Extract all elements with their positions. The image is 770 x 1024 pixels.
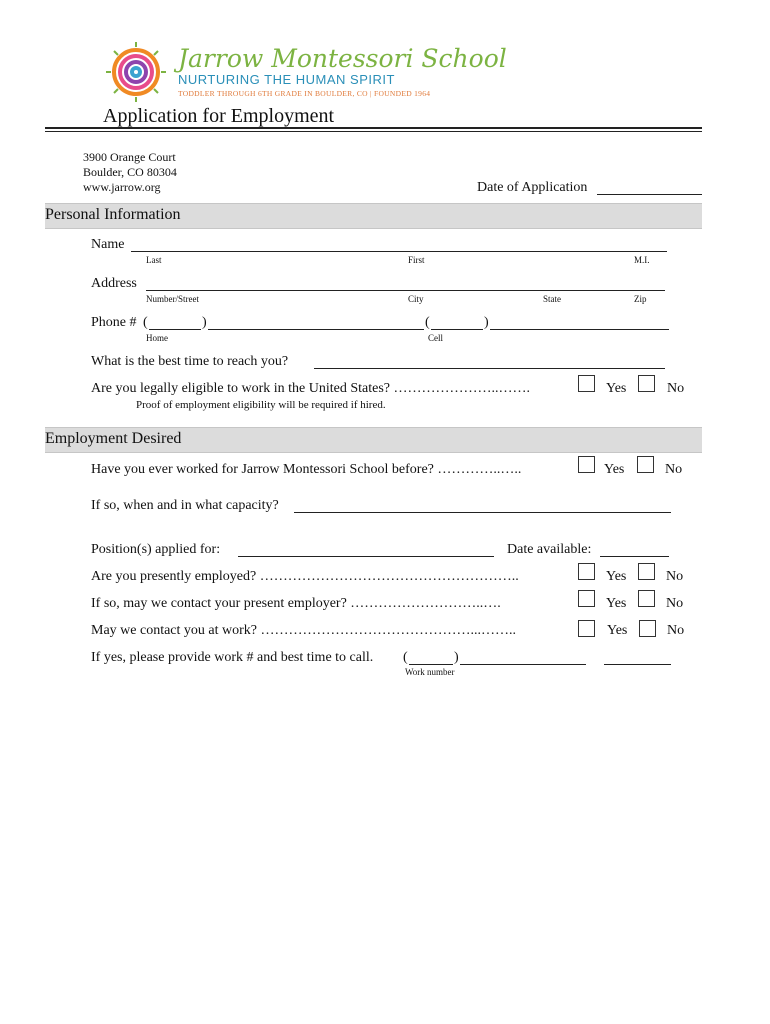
name-last-caption: Last (146, 255, 162, 265)
name-mi-caption: M.I. (634, 255, 650, 265)
contact-work-yes-checkbox[interactable] (578, 620, 595, 637)
worked-before-no-checkbox[interactable] (637, 456, 654, 473)
address-web: www.jarrow.org (83, 180, 161, 194)
name-label: Name (91, 237, 125, 252)
presently-employed-yes-checkbox[interactable] (578, 563, 595, 580)
phone-home-open-paren: ( (143, 315, 148, 330)
presently-employed-question: Are you presently employed? ……………………………………………….. (91, 569, 519, 584)
logo-school-name: Jarrow Montessori School (178, 44, 507, 73)
contact-employer-no-checkbox[interactable] (638, 590, 655, 607)
contact-employer-no-label: No (666, 596, 684, 611)
worked-before-question: Have you ever worked for Jarrow Montessori School before? …………..….. (91, 462, 522, 477)
phone-home-close-paren: ) (202, 315, 207, 330)
section-employment-title: Employment Desired (45, 430, 182, 447)
page-title: Application for Employment (103, 105, 335, 127)
presently-employed-yes-label: Yes (606, 569, 627, 584)
logo-subtitle: TODDLER THROUGH 6TH GRADE IN BOULDER, CO | FOUNDED 1964 (178, 89, 431, 98)
address-street-caption: Number/Street (146, 294, 199, 304)
contact-work-question: May we contact you at work? ………………………………………...…….. (91, 623, 516, 638)
work-best-time-field[interactable] (604, 664, 671, 665)
contact-employer-question: If so, may we contact your present employer? ………………………..…. (91, 596, 501, 611)
phone-label: Phone # (91, 315, 137, 330)
eligible-yes-label: Yes (606, 381, 627, 396)
contact-work-no-label: No (667, 623, 685, 638)
logo-tagline: NURTURING THE HUMAN SPIRIT (178, 72, 395, 87)
worked-before-no-label: No (665, 462, 683, 477)
work-number-area-field[interactable] (409, 664, 453, 665)
contact-work-yes-label: Yes (607, 623, 628, 638)
section-personal-title: Personal Information (45, 206, 181, 223)
contact-employer-yes-checkbox[interactable] (578, 590, 595, 607)
phone-cell-open-paren: ( (425, 315, 430, 330)
phone-home-area-field[interactable] (149, 329, 201, 330)
address-street: 3900 Orange Court (83, 150, 176, 164)
worked-before-yes-checkbox[interactable] (578, 456, 595, 473)
when-capacity-field[interactable] (294, 512, 671, 513)
eligible-no-label: No (667, 381, 685, 396)
work-number-prompt: If yes, please provide work # and best time to call. (91, 650, 374, 665)
section-personal-information (45, 203, 702, 229)
phone-cell-close-paren: ) (484, 315, 489, 330)
date-available-label: Date available: (507, 542, 592, 557)
section-employment-desired (45, 427, 702, 453)
phone-home-number-field[interactable] (208, 329, 424, 330)
phone-cell-caption: Cell (428, 333, 443, 343)
worked-before-yes-label: Yes (604, 462, 625, 477)
eligible-note: Proof of employment eligibility will be required if hired. (136, 399, 386, 411)
eligible-no-checkbox[interactable] (638, 375, 655, 392)
best-time-field[interactable] (314, 368, 665, 369)
address-city: Boulder, CO 80304 (83, 165, 177, 179)
address-city-caption: City (408, 294, 424, 304)
title-rule-thick (45, 127, 702, 129)
contact-employer-yes-label: Yes (606, 596, 627, 611)
address-zip-caption: Zip (634, 294, 647, 304)
work-number-caption: Work number (405, 667, 455, 677)
phone-home-caption: Home (146, 333, 168, 343)
phone-cell-number-field[interactable] (490, 329, 669, 330)
address-block (83, 150, 177, 195)
date-of-application-field[interactable] (597, 194, 702, 195)
contact-work-no-checkbox[interactable] (639, 620, 656, 637)
work-number-close-paren: ) (454, 650, 459, 665)
title-rule-thin (45, 131, 702, 132)
work-number-field[interactable] (460, 664, 586, 665)
positions-label: Position(s) applied for: (91, 542, 221, 557)
positions-field[interactable] (238, 556, 494, 557)
eligible-question: Are you legally eligible to work in the United States? …………………..……. (91, 381, 530, 396)
name-field[interactable] (131, 251, 667, 252)
presently-employed-no-checkbox[interactable] (638, 563, 655, 580)
address-label: Address (91, 276, 137, 291)
work-number-open-paren: ( (403, 650, 408, 665)
eligible-yes-checkbox[interactable] (578, 375, 595, 392)
address-field[interactable] (146, 290, 665, 291)
phone-cell-area-field[interactable] (431, 329, 483, 330)
address-state-caption: State (543, 294, 561, 304)
presently-employed-no-label: No (666, 569, 684, 584)
best-time-label: What is the best time to reach you? (91, 354, 289, 369)
date-available-field[interactable] (600, 556, 669, 557)
spiral-sun-icon (100, 40, 172, 104)
when-capacity-label: If so, when and in what capacity? (91, 498, 279, 513)
name-first-caption: First (408, 255, 425, 265)
date-of-application-label: Date of Application (477, 180, 588, 195)
